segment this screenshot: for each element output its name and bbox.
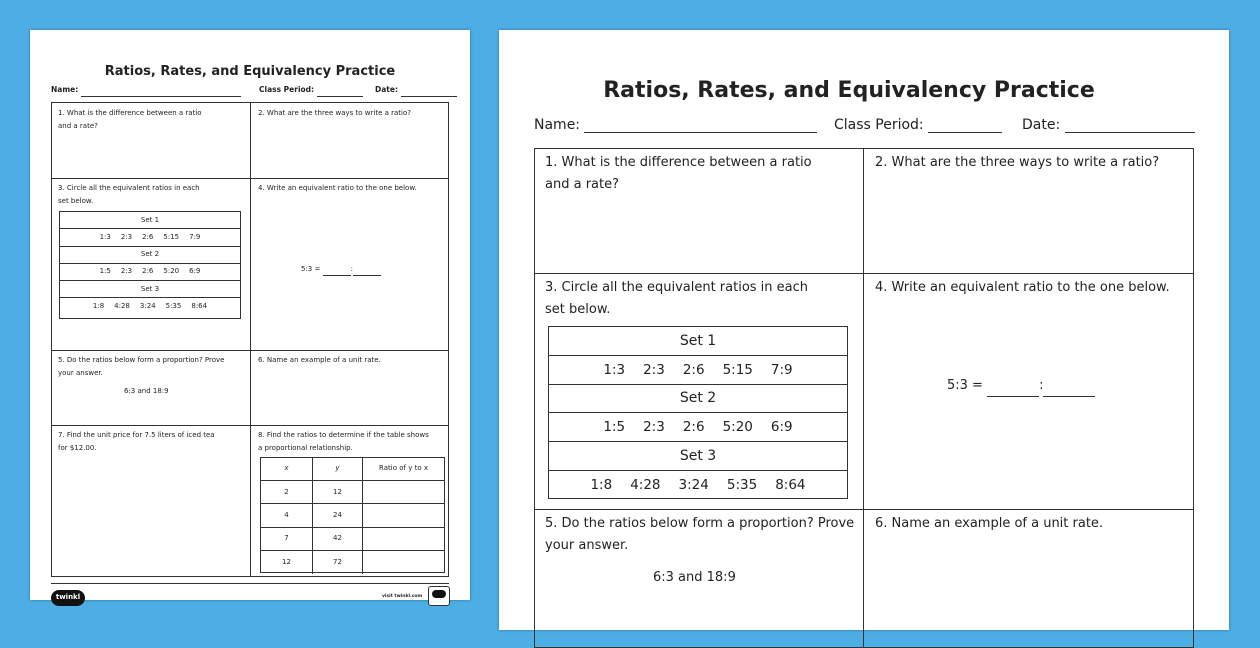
date-label: Date: [1022,117,1061,133]
q3-text: 3. Circle all the equivalent ratios in each [58,184,200,192]
ratio: 2:6 [142,232,154,241]
table-row [261,481,444,504]
worksheet-thumbnail-page [30,30,470,600]
q4-equation [947,375,1095,397]
thumbnail-date-field [375,83,457,97]
answer-blank [350,265,381,276]
grid-divider [535,509,1193,510]
ratio: 3:24 [678,477,709,494]
q4-equation [301,263,381,276]
q3-text: set below. [545,301,611,317]
table-header: Ratio of y to x [379,464,428,473]
name-label: Name: [534,117,581,133]
ratio: 2:3 [120,232,133,241]
q5-text: 5. Do the ratios below form a proportion? Prove [545,516,855,531]
thumbnail-class-period-field [259,83,363,97]
ratio: 1:8 [92,302,105,311]
question-5 [58,354,224,380]
set-label: Set 3 [60,281,240,298]
question-4: 4. Write an equivalent ratio to the one below. [875,280,1170,295]
ratio: 6:9 [189,267,201,276]
q1-text: 1. What is the difference between a ratio [545,155,812,170]
ratio: 5:35 [726,477,758,494]
ratio: 1:5 [603,419,626,436]
table-header: y [313,458,363,480]
set-ratios [60,229,240,246]
table-cell: 24 [313,504,363,526]
date-label: Date: [375,85,398,94]
name-label: Name: [51,85,79,94]
q5-ratios: 6:3 and 18:9 [124,387,169,395]
ratio: 2:6 [682,419,705,436]
question-1 [545,152,812,195]
ratio: 1:5 [99,267,111,276]
table-header: x [261,458,313,480]
q3-text: set below. [58,197,94,205]
table-cell: 12 [261,551,313,574]
ratio: 6:9 [770,419,793,436]
thumbnail-ratio-sets [59,211,241,319]
grid-divider [52,425,448,426]
table-header-row [261,458,444,481]
ratio: 7:9 [770,361,793,378]
q5-text: your answer. [58,369,103,377]
quality-badge-icon [428,586,450,606]
set-ratios [549,413,847,442]
q3-text: 3. Circle all the equivalent ratios in each [545,280,809,295]
q4-colon: : [1039,378,1044,393]
answer-blank [1043,382,1095,397]
question-3 [545,277,808,320]
q1-text: and a rate? [58,122,98,130]
set-label: Set 1 [549,327,847,356]
q5-ratios: 6:3 and 18:9 [653,570,736,585]
table-cell: 72 [313,551,363,574]
ratio: 4:28 [630,477,661,494]
table-row [261,551,444,574]
worksheet-zoomed-page [499,30,1229,630]
ratio: 2:3 [643,361,665,378]
name-line [81,87,241,97]
ratio-sets-table [548,326,848,499]
question-grid [534,148,1194,648]
proportion-table [260,457,445,573]
question-2: 2. What are the three ways to write a ratio? [875,155,1160,170]
q7-text: 7. Find the unit price for 7.5 liters of iced tea [58,431,215,439]
table-cell: 4 [261,504,313,526]
class-period-field [834,116,1002,133]
thumbnail-name-field [51,83,241,97]
q5-text: your answer. [545,537,629,553]
name-field [534,116,817,133]
date-line [401,87,457,97]
ratio: 8:64 [775,477,806,494]
table-cell: 2 [261,481,313,503]
ratio: 5:35 [165,302,182,311]
table-cell [363,504,444,526]
set-ratios [60,298,240,315]
ratio: 8:64 [191,302,208,311]
worksheet-title: Ratios, Rates, and Equivalency Practice [603,78,1095,103]
question-7 [58,429,215,455]
ratio: 1:3 [603,361,626,378]
set-label: Set 3 [549,442,847,471]
set-label: Set 2 [549,385,847,414]
question-8 [258,429,429,455]
q5-text: 5. Do the ratios below form a proportion? Prove [58,356,225,364]
q1-text: 1. What is the difference between a ratio [58,109,202,117]
set-ratios [549,356,847,385]
table-cell [363,481,444,503]
ratio: 2:6 [142,267,154,276]
set-ratios [549,471,847,500]
table-cell: 42 [313,528,363,550]
set-label: Set 2 [60,247,240,264]
thumbnail-title: Ratios, Rates, and Equivalency Practice [104,64,396,79]
ratio: 5:15 [722,361,753,378]
q8-text: a proportional relationship. [258,444,353,452]
name-line [584,116,817,133]
table-cell [363,551,444,574]
set-ratios [60,264,240,281]
q8-text: 8. Find the ratios to determine if the table shows [258,431,429,439]
ratio: 7:9 [189,232,201,241]
grid-divider [52,178,448,179]
question-6: 6. Name an example of a unit rate. [875,516,1104,531]
ratio: 2:3 [643,419,665,436]
table-row [261,528,444,551]
table-cell [363,528,444,550]
date-line [1065,116,1195,133]
table-cell: 12 [313,481,363,503]
class-period-label: Class Period: [259,85,315,94]
question-2: 2. What are the three ways to write a ratio? [258,109,411,117]
date-field [1022,116,1195,133]
question-4: 4. Write an equivalent ratio to the one below. [258,184,417,192]
ratio: 1:3 [99,232,111,241]
grid-divider [535,273,1193,274]
q7-text: for $12.00. [58,444,97,452]
ratio: 5:15 [163,232,180,241]
class-period-line [317,87,363,97]
table-cell: 7 [261,528,313,550]
question-5 [545,513,854,556]
set-label: Set 1 [60,212,240,229]
q1-text: and a rate? [545,176,619,192]
twinkl-logo: twinkl [51,590,85,606]
ratio: 3:24 [139,302,156,311]
ratio: 5:20 [163,267,180,276]
table-row [261,504,444,527]
thumbnail-question-grid [51,102,449,577]
ratio: 1:8 [590,477,613,494]
q4-lhs: 5:3 = [947,378,983,393]
grid-divider [863,149,864,647]
ratio: 2:6 [682,361,705,378]
ratio: 4:28 [114,302,130,311]
class-period-label: Class Period: [834,117,924,133]
q4-lhs: 5:3 = [301,265,321,273]
grid-divider [52,350,448,351]
footer-visit-text: visit twinkl.com [382,594,423,599]
footer-divider [51,583,449,584]
question-1 [58,107,202,133]
class-period-line [928,116,1002,133]
answer-blank [323,266,351,276]
grid-divider [250,103,251,576]
q4-colon: : [350,265,353,273]
ratio: 2:3 [120,267,133,276]
answer-blank [987,382,1039,397]
question-6: 6. Name an example of a unit rate. [258,356,381,364]
ratio: 5:20 [722,419,753,436]
question-3 [58,182,200,208]
